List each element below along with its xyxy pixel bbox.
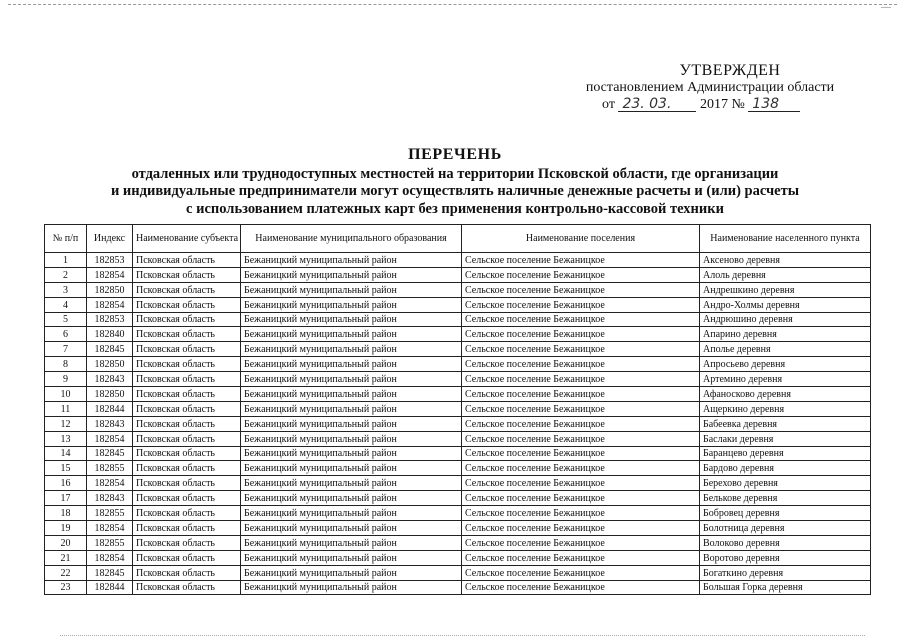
cell-settlement: Сельское поселение Бежаницкое xyxy=(462,282,700,297)
cell-locality: Афаносково деревня xyxy=(700,387,871,402)
cell-num: 19 xyxy=(45,521,87,536)
cell-num: 7 xyxy=(45,342,87,357)
table-row xyxy=(45,431,871,446)
cell-subject: Псковская область xyxy=(133,461,241,476)
cell-index: 182843 xyxy=(87,372,133,387)
scan-edge-top xyxy=(8,4,897,5)
cell-subject: Псковская область xyxy=(133,267,241,282)
cell-num: 21 xyxy=(45,550,87,565)
cell-locality: Воротово деревня xyxy=(700,550,871,565)
cell-locality: Белькове деревня xyxy=(700,491,871,506)
cell-settlement: Сельское поселение Бежаницкое xyxy=(462,580,700,595)
cell-subject: Псковская область xyxy=(133,387,241,402)
cell-locality: Алоль деревня xyxy=(700,267,871,282)
cell-locality: Апросьево деревня xyxy=(700,357,871,372)
cell-municipality: Бежаницкий муниципальный район xyxy=(241,282,462,297)
cell-locality: Баслаки деревня xyxy=(700,431,871,446)
cell-settlement: Сельское поселение Бежаницкое xyxy=(462,387,700,402)
cell-settlement: Сельское поселение Бежаницкое xyxy=(462,357,700,372)
cell-num: 4 xyxy=(45,297,87,312)
cell-num: 1 xyxy=(45,253,87,268)
cell-index: 182845 xyxy=(87,565,133,580)
cell-index: 182853 xyxy=(87,253,133,268)
header-subject: Наименование субъекта xyxy=(133,225,241,253)
cell-locality: Апарино деревня xyxy=(700,327,871,342)
table-row xyxy=(45,297,871,312)
table-row xyxy=(45,535,871,550)
cell-index: 182844 xyxy=(87,401,133,416)
header-num: № п/п xyxy=(45,225,87,253)
cell-settlement: Сельское поселение Бежаницкое xyxy=(462,342,700,357)
cell-num: 15 xyxy=(45,461,87,476)
cell-index: 182845 xyxy=(87,342,133,357)
cell-num: 22 xyxy=(45,565,87,580)
table-header-row xyxy=(45,225,871,253)
cell-subject: Псковская область xyxy=(133,282,241,297)
cell-subject: Псковская область xyxy=(133,446,241,461)
table-row xyxy=(45,580,871,595)
cell-municipality: Бежаницкий муниципальный район xyxy=(241,476,462,491)
table-row xyxy=(45,312,871,327)
table-body xyxy=(45,253,871,595)
cell-num: 18 xyxy=(45,506,87,521)
table-row xyxy=(45,521,871,536)
table-row xyxy=(45,565,871,580)
cell-locality: Аполье деревня xyxy=(700,342,871,357)
table-row xyxy=(45,267,871,282)
cell-num: 17 xyxy=(45,491,87,506)
cell-index: 182845 xyxy=(87,446,133,461)
approval-heading: УТВЕРЖДЕН xyxy=(679,62,781,79)
cell-locality: Бобровец деревня xyxy=(700,506,871,521)
cell-locality: Болотница деревня xyxy=(700,521,871,536)
cell-index: 182843 xyxy=(87,416,133,431)
approval-from-label: от xyxy=(602,97,615,112)
cell-index: 182855 xyxy=(87,506,133,521)
header-index: Индекс xyxy=(87,225,133,253)
cell-subject: Псковская область xyxy=(133,535,241,550)
title-line-3: с использованием платежных карт без применения контрольно-кассовой техники xyxy=(186,200,724,217)
approval-date-line xyxy=(560,96,860,113)
cell-num: 10 xyxy=(45,387,87,402)
cell-subject: Псковская область xyxy=(133,327,241,342)
cell-subject: Псковская область xyxy=(133,312,241,327)
cell-subject: Псковская область xyxy=(133,372,241,387)
cell-index: 182850 xyxy=(87,357,133,372)
cell-subject: Псковская область xyxy=(133,342,241,357)
cell-municipality: Бежаницкий муниципальный район xyxy=(241,535,462,550)
cell-subject: Псковская область xyxy=(133,416,241,431)
cell-index: 182854 xyxy=(87,476,133,491)
title-line-2: и индивидуальные предприниматели могут осуществлять наличные денежные расчеты и (или) расчеты xyxy=(110,183,800,199)
cell-num: 12 xyxy=(45,416,87,431)
cell-locality: Андро-Холмы деревня xyxy=(700,297,871,312)
table-row xyxy=(45,461,871,476)
cell-settlement: Сельское поселение Бежаницкое xyxy=(462,446,700,461)
cell-num: 14 xyxy=(45,446,87,461)
cell-municipality: Бежаницкий муниципальный район xyxy=(241,297,462,312)
cell-index: 182854 xyxy=(87,297,133,312)
cell-locality: Баранцево деревня xyxy=(700,446,871,461)
localities-table xyxy=(44,224,871,595)
cell-settlement: Сельское поселение Бежаницкое xyxy=(462,565,700,580)
cell-index: 182850 xyxy=(87,282,133,297)
cell-index: 182840 xyxy=(87,327,133,342)
cell-municipality: Бежаницкий муниципальный район xyxy=(241,387,462,402)
cell-municipality: Бежаницкий муниципальный район xyxy=(241,327,462,342)
table-row xyxy=(45,416,871,431)
cell-index: 182844 xyxy=(87,580,133,595)
cell-locality: Бардово деревня xyxy=(700,461,871,476)
cell-subject: Псковская область xyxy=(133,431,241,446)
cell-locality: Андрюшино деревня xyxy=(700,312,871,327)
cell-subject: Псковская область xyxy=(133,253,241,268)
cell-subject: Псковская область xyxy=(133,506,241,521)
cell-subject: Псковская область xyxy=(133,357,241,372)
cell-locality: Богаткино деревня xyxy=(700,565,871,580)
table-row xyxy=(45,506,871,521)
scan-edge-bottom xyxy=(60,635,865,636)
cell-locality: Ащеркино деревня xyxy=(700,401,871,416)
cell-municipality: Бежаницкий муниципальный район xyxy=(241,342,462,357)
table-row xyxy=(45,401,871,416)
approval-year: 2017 № xyxy=(699,97,745,112)
handwritten-number: 138 xyxy=(748,98,800,112)
cell-settlement: Сельское поселение Бежаницкое xyxy=(462,521,700,536)
cell-subject: Псковская область xyxy=(133,297,241,312)
cell-index: 182853 xyxy=(87,312,133,327)
cell-municipality: Бежаницкий муниципальный район xyxy=(241,267,462,282)
cell-num: 13 xyxy=(45,431,87,446)
cell-index: 182855 xyxy=(87,461,133,476)
table-row xyxy=(45,476,871,491)
approval-stamp xyxy=(560,62,860,113)
cell-index: 182854 xyxy=(87,550,133,565)
table-row xyxy=(45,387,871,402)
cell-settlement: Сельское поселение Бежаницкое xyxy=(462,476,700,491)
cell-settlement: Сельское поселение Бежаницкое xyxy=(462,431,700,446)
cell-municipality: Бежаницкий муниципальный район xyxy=(241,565,462,580)
table-row xyxy=(45,327,871,342)
cell-subject: Псковская область xyxy=(133,580,241,595)
header-settlement: Наименование поселения xyxy=(462,225,700,253)
cell-subject: Псковская область xyxy=(133,491,241,506)
title-line-1: отдаленных или труднодоступных местностей на территории Псковской области, где организации xyxy=(131,165,779,182)
cell-locality: Артемино деревня xyxy=(700,372,871,387)
cell-index: 182854 xyxy=(87,521,133,536)
cell-locality: Волоково деревня xyxy=(700,535,871,550)
approval-resolution: постановлением Администрации области xyxy=(585,80,835,95)
cell-num: 20 xyxy=(45,535,87,550)
cell-settlement: Сельское поселение Бежаницкое xyxy=(462,297,700,312)
cell-locality: Бабеевка деревня xyxy=(700,416,871,431)
title-main: ПЕРЕЧЕНЬ xyxy=(408,146,502,163)
cell-subject: Псковская область xyxy=(133,401,241,416)
cell-index: 182854 xyxy=(87,267,133,282)
cell-index: 182843 xyxy=(87,491,133,506)
cell-municipality: Бежаницкий муниципальный район xyxy=(241,550,462,565)
cell-settlement: Сельское поселение Бежаницкое xyxy=(462,312,700,327)
table-row xyxy=(45,446,871,461)
cell-num: 6 xyxy=(45,327,87,342)
cell-subject: Псковская область xyxy=(133,521,241,536)
cell-settlement: Сельское поселение Бежаницкое xyxy=(462,535,700,550)
cell-municipality: Бежаницкий муниципальный район xyxy=(241,521,462,536)
cell-num: 5 xyxy=(45,312,87,327)
cell-municipality: Бежаницкий муниципальный район xyxy=(241,372,462,387)
cell-settlement: Сельское поселение Бежаницкое xyxy=(462,416,700,431)
cell-num: 9 xyxy=(45,372,87,387)
table-row xyxy=(45,253,871,268)
cell-municipality: Бежаницкий муниципальный район xyxy=(241,506,462,521)
cell-settlement: Сельское поселение Бежаницкое xyxy=(462,506,700,521)
cell-locality: Аксеново деревня xyxy=(700,253,871,268)
cell-settlement: Сельское поселение Бежаницкое xyxy=(462,550,700,565)
cell-municipality: Бежаницкий муниципальный район xyxy=(241,357,462,372)
cell-num: 8 xyxy=(45,357,87,372)
cell-index: 182855 xyxy=(87,535,133,550)
cell-municipality: Бежаницкий муниципальный район xyxy=(241,446,462,461)
header-municipality: Наименование муниципального образования xyxy=(241,225,462,253)
cell-settlement: Сельское поселение Бежаницкое xyxy=(462,327,700,342)
cell-num: 16 xyxy=(45,476,87,491)
cell-municipality: Бежаницкий муниципальный район xyxy=(241,431,462,446)
cell-municipality: Бежаницкий муниципальный район xyxy=(241,401,462,416)
cell-index: 182854 xyxy=(87,431,133,446)
table-row xyxy=(45,282,871,297)
cell-subject: Псковская область xyxy=(133,550,241,565)
cell-municipality: Бежаницкий муниципальный район xyxy=(241,580,462,595)
table-row xyxy=(45,357,871,372)
cell-municipality: Бежаницкий муниципальный район xyxy=(241,491,462,506)
cell-num: 23 xyxy=(45,580,87,595)
cell-num: 2 xyxy=(45,267,87,282)
cell-locality: Андрешкино деревня xyxy=(700,282,871,297)
table-row xyxy=(45,550,871,565)
cell-locality: Большая Горка деревня xyxy=(700,580,871,595)
cell-settlement: Сельское поселение Бежаницкое xyxy=(462,461,700,476)
document-title xyxy=(40,146,870,218)
cell-locality: Берехово деревня xyxy=(700,476,871,491)
table-row xyxy=(45,342,871,357)
cell-subject: Псковская область xyxy=(133,565,241,580)
cell-municipality: Бежаницкий муниципальный район xyxy=(241,461,462,476)
scan-corner-mark: — xyxy=(881,2,891,13)
cell-settlement: Сельское поселение Бежаницкое xyxy=(462,372,700,387)
handwritten-date: 23. 03. xyxy=(618,98,696,112)
cell-municipality: Бежаницкий муниципальный район xyxy=(241,253,462,268)
cell-num: 3 xyxy=(45,282,87,297)
cell-municipality: Бежаницкий муниципальный район xyxy=(241,416,462,431)
cell-index: 182850 xyxy=(87,387,133,402)
cell-settlement: Сельское поселение Бежаницкое xyxy=(462,491,700,506)
cell-municipality: Бежаницкий муниципальный район xyxy=(241,312,462,327)
cell-settlement: Сельское поселение Бежаницкое xyxy=(462,267,700,282)
table-row xyxy=(45,491,871,506)
cell-subject: Псковская область xyxy=(133,476,241,491)
cell-settlement: Сельское поселение Бежаницкое xyxy=(462,253,700,268)
cell-settlement: Сельское поселение Бежаницкое xyxy=(462,401,700,416)
cell-num: 11 xyxy=(45,401,87,416)
header-locality: Наименование населенного пункта xyxy=(700,225,871,253)
table-row xyxy=(45,372,871,387)
